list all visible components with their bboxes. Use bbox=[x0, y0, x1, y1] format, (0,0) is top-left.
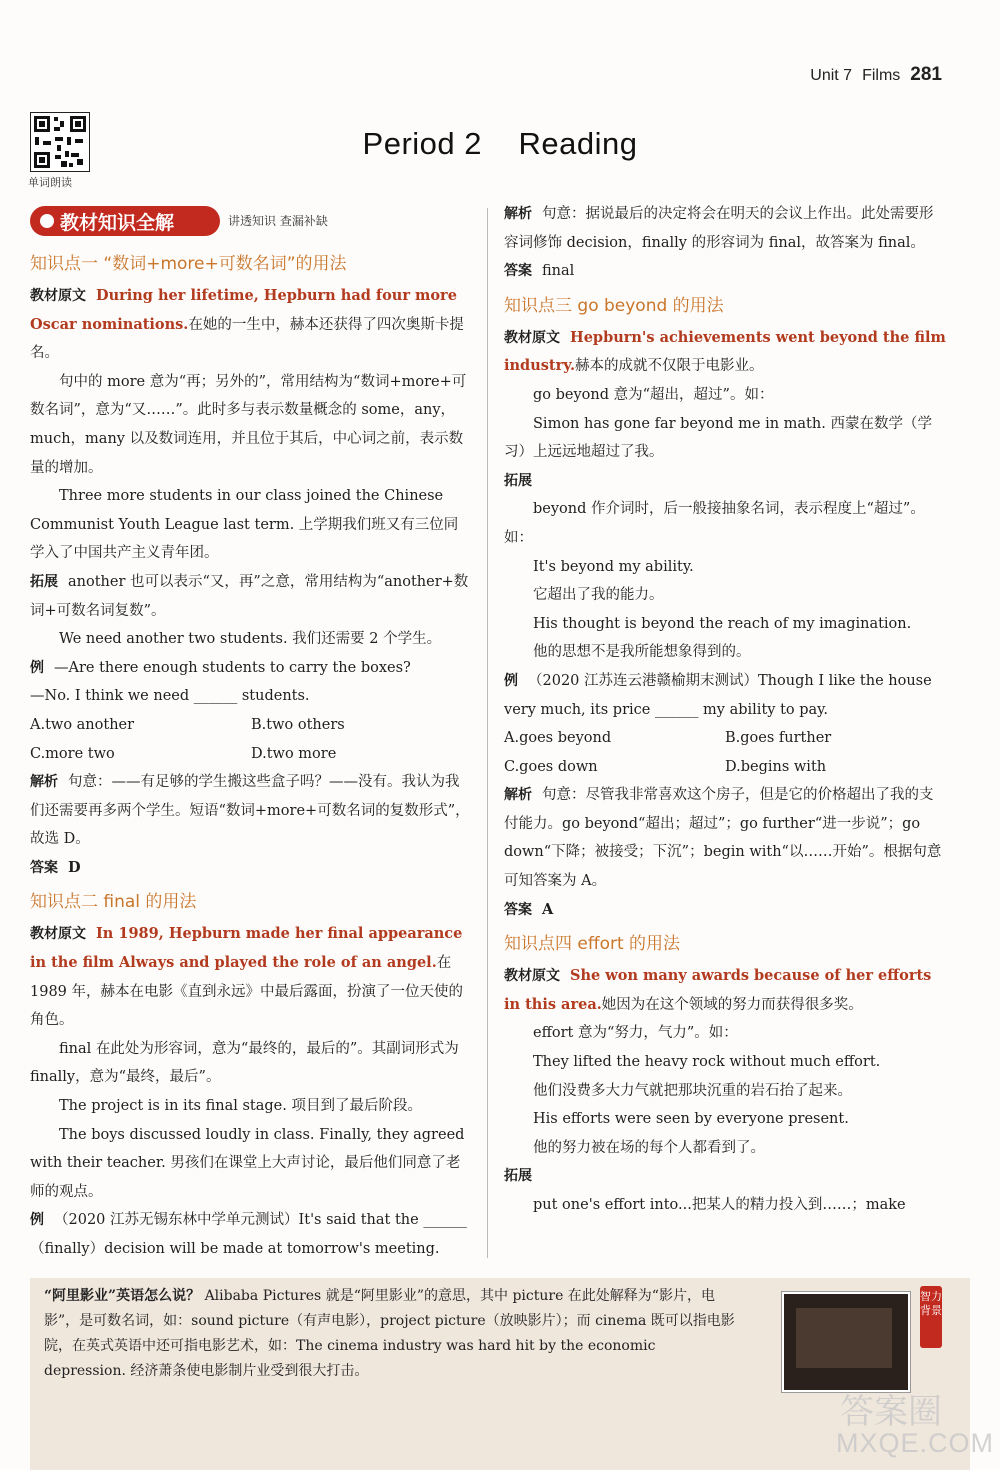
kp3-options-row2 bbox=[504, 753, 946, 782]
kp2-analysis-text: 句意：据说最后的决定将会在明天的会议上作出。此处需要形容词修饰 decision，finally 的形容词为 final，故答案为 final。 bbox=[504, 206, 934, 251]
label-original: 教材原文 bbox=[504, 968, 560, 985]
right-column bbox=[504, 200, 946, 1220]
kp1-extension-text: another 也可以表示“又，再”之意，常用结构为“another+数词+可数名词复数”。 bbox=[30, 573, 469, 619]
kp4-translation: 她因为在这个领域的努力而获得很多奖。 bbox=[601, 996, 863, 1013]
label-extension: 拓展 bbox=[504, 472, 532, 489]
kp3-exercise bbox=[504, 667, 946, 724]
kp2-answer-value: final bbox=[542, 263, 575, 280]
kp2-original bbox=[30, 920, 472, 1034]
background-tag: 智力背景 bbox=[920, 1286, 942, 1348]
section-label: Films bbox=[862, 67, 901, 84]
knowledge-point-3-title: 知识点三 go beyond 的用法 bbox=[504, 295, 724, 316]
label-analysis: 解析 bbox=[504, 787, 532, 804]
left-column bbox=[30, 244, 472, 1264]
label-answer: 答案 bbox=[504, 263, 532, 280]
kp2-analysis bbox=[504, 200, 946, 257]
kp2-exercise-text: （2020 江苏无锡东林中学单元测试）It's said that the ______（finally）decision will be made at tomorrow's meeting. bbox=[30, 1212, 467, 1257]
kp3-translation: 赫本的成就不仅限于电影业。 bbox=[575, 358, 764, 375]
kp1-options-row1 bbox=[30, 711, 472, 740]
label-example: 例 bbox=[30, 659, 44, 676]
kp1-exercise-q1-text: —Are there enough students to carry the boxes? bbox=[54, 659, 411, 676]
label-extension: 拓展 bbox=[30, 573, 58, 590]
kp3-option-c: C.goes down bbox=[504, 758, 598, 775]
background-info-question: “阿里影业”英语怎么说？ bbox=[44, 1288, 201, 1304]
label-extension: 拓展 bbox=[504, 1168, 532, 1185]
kp1-extension-example: We need another two students. 我们还需要 2 个学生。 bbox=[59, 631, 442, 648]
kp2-example-1: The project is in its final stage. 项目到了最后阶段。 bbox=[59, 1098, 422, 1115]
kp3-options-row1 bbox=[504, 724, 946, 753]
kp3-extension-label bbox=[504, 467, 946, 496]
kp3-extension-ex1: It's beyond my ability. bbox=[533, 558, 694, 575]
kp1-exercise-q2: —No. I think we need ______ students. bbox=[30, 688, 310, 705]
kp3-extension-ex1-trans: 它超出了我的能力。 bbox=[533, 587, 664, 604]
kp1-option-d: D.two more bbox=[251, 745, 337, 762]
kp1-example-sentence: Three more students in our class joined the Chinese Communist Youth League last term. 上学期我们班又有三位同学入了中国共产主义青年团。 bbox=[30, 488, 459, 562]
kp1-explanation: 句中的 more 意为“再；另外的”，常用结构为“数词+more+可数名词”，意为“又……”。此时多与表示数量概念的 some，any，much，many 以及数词连用，并且位于其后，中心词之前，表示数量的增加。 bbox=[30, 373, 467, 476]
banner-bullet-icon bbox=[40, 214, 54, 228]
kp3-explanation: go beyond 意为“超出，超过”。如： bbox=[533, 386, 774, 403]
kp3-analysis-text: 句意：尽管我非常喜欢这个房子，但是它的价格超出了我的支付能力。go beyond“超出；超过”；go further“进一步说”；go down“下降；被接受；下沉”；begin with“以……开始”。根据句意可知答案为 A。 bbox=[504, 787, 942, 890]
kp4-extension-text: put one's effort into...把某人的精力投入到……；make bbox=[533, 1197, 906, 1213]
kp2-original-text: In 1989, Hepburn made her final appearance in the film Always and played the role of an angel. bbox=[30, 925, 463, 972]
label-original: 教材原文 bbox=[30, 288, 86, 304]
page-header bbox=[810, 64, 942, 86]
kp2-translation: 在 1989 年，赫本在电影《直到永远》中最后露面，扮演了一位天使的角色。 bbox=[30, 955, 464, 1029]
watermark-url: MXQE.COM bbox=[836, 1428, 995, 1458]
kp1-exercise-q1 bbox=[30, 654, 472, 683]
kp1-original bbox=[30, 282, 472, 368]
kp2-exercise bbox=[30, 1206, 472, 1263]
label-answer: 答案 bbox=[30, 859, 58, 876]
kp3-extension-ex2: His thought is beyond the reach of my imagination. bbox=[533, 615, 912, 632]
watermark-logo: 答案圈 bbox=[840, 1392, 942, 1432]
label-original: 教材原文 bbox=[504, 329, 560, 346]
kp3-option-b: B.goes further bbox=[725, 730, 832, 747]
label-original: 教材原文 bbox=[30, 926, 86, 943]
kp1-answer-value: D bbox=[68, 858, 81, 876]
kp1-translation: 在她的一生中，赫本还获得了四次奥斯卡提名。 bbox=[30, 316, 464, 362]
page-title: Period 2 Reading bbox=[362, 126, 638, 161]
kp1-answer bbox=[30, 854, 472, 883]
label-analysis: 解析 bbox=[30, 774, 58, 791]
kp1-option-a: A.two another bbox=[30, 716, 135, 733]
kp1-analysis bbox=[30, 768, 472, 854]
kp3-option-d: D.begins with bbox=[725, 758, 827, 775]
kp3-answer bbox=[504, 896, 946, 925]
banner-subtitle: 讲透知识 查漏补缺 bbox=[228, 214, 328, 228]
kp2-answer bbox=[504, 257, 946, 286]
kp1-option-c: C.more two bbox=[30, 745, 115, 762]
kp4-original-text: She won many awards because of her efforts in this area. bbox=[504, 967, 932, 1013]
label-answer: 答案 bbox=[504, 901, 532, 918]
cinema-photo-detail bbox=[796, 1308, 892, 1368]
kp4-example-2: His efforts were seen by everyone present. bbox=[533, 1111, 849, 1128]
kp4-example-1: They lifted the heavy rock without much effort. bbox=[533, 1054, 881, 1071]
kp1-option-b: B.two others bbox=[251, 716, 345, 733]
kp3-extension-ex2-trans: 他的思想不是我所能想象得到的。 bbox=[533, 644, 751, 661]
kp3-option-a: A.goes beyond bbox=[504, 730, 612, 747]
kp4-original bbox=[504, 962, 946, 1019]
kp4-example-1-trans: 他们没费多大力气就把那块沉重的岩石抬了起来。 bbox=[533, 1082, 852, 1099]
kp3-original-text: Hepburn's achievements went beyond the film industry. bbox=[504, 328, 946, 375]
kp1-options-row2 bbox=[30, 740, 472, 769]
label-example: 例 bbox=[30, 1212, 44, 1229]
column-divider bbox=[487, 208, 488, 1258]
kp4-explanation: effort 意为“努力，气力”。如： bbox=[533, 1025, 738, 1042]
kp4-extension-label bbox=[504, 1162, 946, 1191]
kp2-example-2: The boys discussed loudly in class. Finally, they agreed with their teacher. 男孩们在课堂上大声讨论，最后他们同意了老师的观点。 bbox=[30, 1126, 465, 1200]
section-banner bbox=[30, 206, 220, 236]
kp1-analysis-text: 句意：——有足够的学生搬这些盒子吗？——没有。我认为我们还需要再多两个学生。短语“数词+more+可数名词的复数形式”，故选 D。 bbox=[30, 774, 470, 848]
background-info-body: Alibaba Pictures 就是“阿里影业”的意思，其中 picture 在此处解释为“影片，电影”，是可数名词，如：sound picture（有声电影），project picture（放映影片）；而 cinema 既可以指电影院，在英式英语中还可指电影艺术，如：The cinema industry was hard hit by the economic depression. 经济萧条使电影制片业受到很大打击。 bbox=[44, 1288, 735, 1379]
knowledge-point-4-title: 知识点四 effort 的用法 bbox=[504, 934, 681, 955]
kp2-explanation: final 在此处为形容词，意为“最终的，最后的”。其副词形式为 finally，意为“最终，最后”。 bbox=[30, 1040, 459, 1086]
kp3-analysis bbox=[504, 781, 946, 895]
kp3-answer-value: A bbox=[542, 900, 554, 918]
page-number: 281 bbox=[910, 64, 942, 85]
kp3-exercise-text: （2020 江苏连云港赣榆期末测试）Though I like the house very much, its price ______ my ability to pay. bbox=[504, 672, 932, 718]
kp1-extension bbox=[30, 568, 472, 625]
knowledge-point-1-title: 知识点一 “数词+more+可数名词”的用法 bbox=[30, 254, 347, 274]
knowledge-point-2-title: 知识点二 final 的用法 bbox=[30, 892, 197, 913]
kp3-original bbox=[504, 324, 946, 381]
background-info-text bbox=[44, 1284, 736, 1384]
unit-label: Unit 7 bbox=[810, 67, 853, 84]
kp3-extension-text: beyond 作介词时，后一般接抽象名词，表示程度上“超过”。如： bbox=[504, 501, 925, 546]
label-example: 例 bbox=[504, 672, 518, 689]
qr-caption: 单词朗读 bbox=[28, 176, 72, 189]
label-analysis: 解析 bbox=[504, 206, 532, 222]
kp1-original-text: During her lifetime, Hepburn had four more Oscar nominations. bbox=[30, 287, 457, 333]
kp4-example-2-trans: 他的努力被在场的每个人都看到了。 bbox=[533, 1139, 765, 1156]
banner-label: 教材知识全解 bbox=[60, 211, 175, 234]
kp3-example: Simon has gone far beyond me in math. 西蒙在数学（学习）上远远地超过了我。 bbox=[504, 415, 932, 461]
